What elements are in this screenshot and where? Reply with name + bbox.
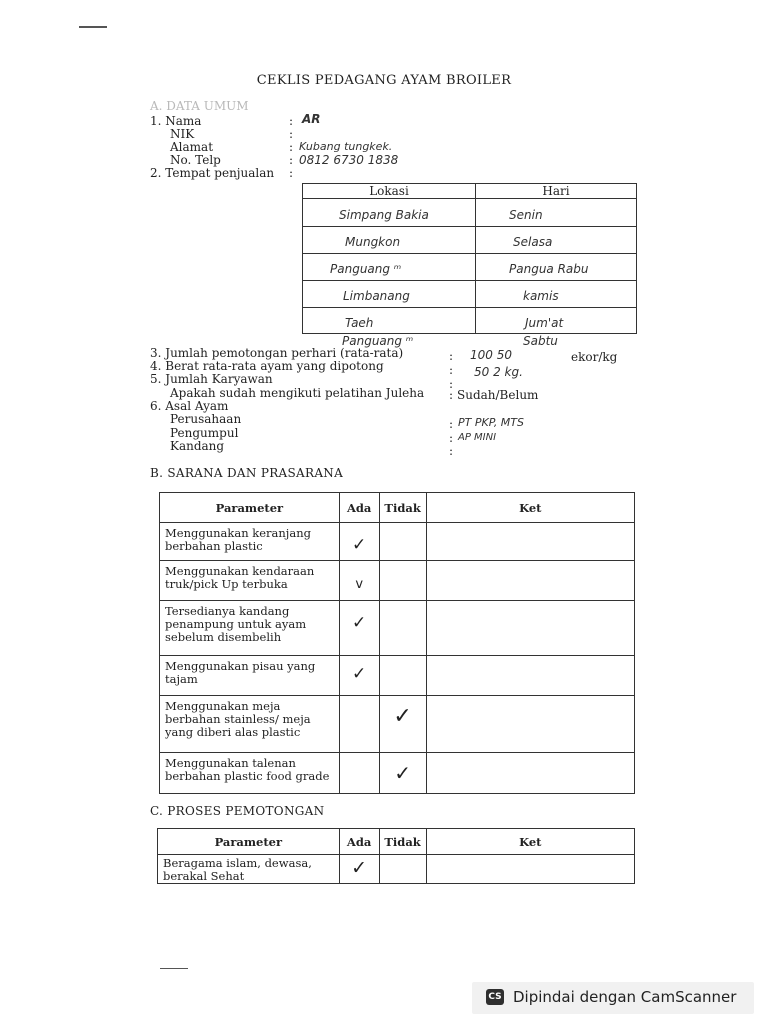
extra-location: Panguang ᵐ xyxy=(342,334,414,348)
tempat-label: 2. Tempat penjualan xyxy=(150,166,275,180)
ket-cell xyxy=(426,656,634,696)
telp-value: 0812 6730 1838 xyxy=(299,153,399,167)
location-header: Lokasi xyxy=(369,184,409,198)
location-cell: Taeh xyxy=(345,316,374,330)
day-header: Hari xyxy=(542,184,570,198)
telp-label: No. Telp xyxy=(170,153,221,167)
ket-cell xyxy=(426,753,634,794)
q5-label: 5. Jumlah Karyawan xyxy=(150,372,273,386)
camscanner-watermark xyxy=(472,982,754,1014)
scan-mark xyxy=(160,968,188,969)
ket-cell xyxy=(426,696,634,753)
parameter-cell: Menggunakan kendaraan truk/pick Up terbuka xyxy=(160,561,340,601)
check-mark-icon xyxy=(380,523,426,535)
scan-mark xyxy=(79,26,107,28)
table-row xyxy=(160,523,635,561)
watermark-text: Dipindai dengan CamScanner xyxy=(513,988,737,1006)
location-cell: Simpang Bakia xyxy=(339,208,429,222)
q4-value: 50 2 kg. xyxy=(474,365,523,379)
parameter-cell: Menggunakan keranjang berbahan plastic xyxy=(160,523,340,561)
day-cell: Jum'at xyxy=(525,316,564,330)
ada-header: Ada xyxy=(339,493,379,523)
parameter-cell: Beragama islam, dewasa, berakal Sehat xyxy=(158,855,340,884)
parameter-cell: Tersedianya kandang penampung untuk ayam sebelum disembelih xyxy=(160,601,340,656)
section-a-heading: A. DATA UMUM xyxy=(150,99,249,113)
q4-label: 4. Berat rata-rata ayam yang dipotong xyxy=(150,359,384,373)
table-row xyxy=(160,656,635,696)
ket-cell xyxy=(426,855,634,884)
pengumpul-label: Pengumpul xyxy=(170,426,239,440)
check-mark-icon: ✓ xyxy=(352,664,367,684)
pengumpul-value: AP MINI xyxy=(458,432,497,443)
alamat-value: Kubang tungkek. xyxy=(299,140,393,153)
parameter-cell: Menggunakan pisau yang tajam xyxy=(160,656,340,696)
check-mark-icon xyxy=(380,855,426,857)
check-mark-icon: ✓ xyxy=(393,704,412,729)
table-row xyxy=(158,855,635,884)
ket-header: Ket xyxy=(426,493,634,523)
ket-cell xyxy=(426,523,634,561)
check-mark-icon xyxy=(380,561,426,575)
check-mark-icon: v xyxy=(355,577,364,592)
location-table xyxy=(302,183,637,334)
day-cell: kamis xyxy=(523,289,559,303)
document-title: CEKLIS PEDAGANG AYAM BROILER xyxy=(256,73,512,88)
alamat-label: Alamat xyxy=(170,140,214,154)
table-row xyxy=(160,696,635,753)
check-mark-icon: ✓ xyxy=(351,857,368,879)
location-cell: Mungkon xyxy=(345,235,401,249)
q3-unit: ekor/kg xyxy=(571,350,618,364)
proses-table xyxy=(157,828,635,884)
table-row xyxy=(160,561,635,601)
check-mark-icon xyxy=(340,753,379,761)
check-mark-icon: ✓ xyxy=(352,535,367,555)
ket-cell xyxy=(426,561,634,601)
extra-day: Sabtu xyxy=(523,334,558,348)
perusahaan-value: PT PKP, MTS xyxy=(458,416,524,429)
nama-value: AR xyxy=(302,112,321,126)
check-mark-icon xyxy=(380,656,426,664)
q3-value: 100 50 xyxy=(470,348,512,362)
location-cell: Panguang ᵐ xyxy=(330,262,402,276)
nama-label: 1. Nama xyxy=(150,114,202,128)
parameter-header: Parameter xyxy=(158,829,340,855)
camscanner-logo-icon: CS xyxy=(486,989,504,1005)
section-b-heading: B. SARANA DAN PRASARANA xyxy=(150,466,344,480)
day-cell: Pangua Rabu xyxy=(509,262,589,276)
parameter-header: Parameter xyxy=(160,493,340,523)
table-row xyxy=(160,601,635,656)
check-mark-icon: ✓ xyxy=(394,761,411,785)
q3-label: 3. Jumlah pemotongan perhari (rata-rata) xyxy=(150,346,404,360)
location-cell: Limbanang xyxy=(343,289,410,303)
nik-label: NIK xyxy=(170,127,195,141)
kandang-label: Kandang xyxy=(170,439,225,453)
table-row xyxy=(160,753,635,794)
q5b-label: Apakah sudah mengikuti pelatihan Juleha xyxy=(170,386,425,400)
day-cell: Senin xyxy=(509,208,543,222)
q5b-value: Sudah/Belum xyxy=(457,388,539,402)
ada-header: Ada xyxy=(339,829,379,855)
ket-cell xyxy=(426,601,634,656)
day-cell: Selasa xyxy=(513,235,553,249)
parameter-cell: Menggunakan talenan berbahan plastic food grade xyxy=(160,753,340,794)
parameter-cell: Menggunakan meja berbahan stainless/ meja yang diberi alas plastic xyxy=(160,696,340,753)
check-mark-icon: ✓ xyxy=(352,613,367,633)
tidak-header: Tidak xyxy=(379,829,426,855)
section-c-heading: C. PROSES PEMOTONGAN xyxy=(150,804,325,818)
perusahaan-label: Perusahaan xyxy=(170,412,242,426)
tidak-header: Tidak xyxy=(379,493,426,523)
check-mark-icon xyxy=(380,601,426,613)
ket-header: Ket xyxy=(426,829,634,855)
check-mark-icon xyxy=(340,696,379,704)
sarana-table xyxy=(159,492,635,794)
q6-label: 6. Asal Ayam xyxy=(150,399,229,413)
